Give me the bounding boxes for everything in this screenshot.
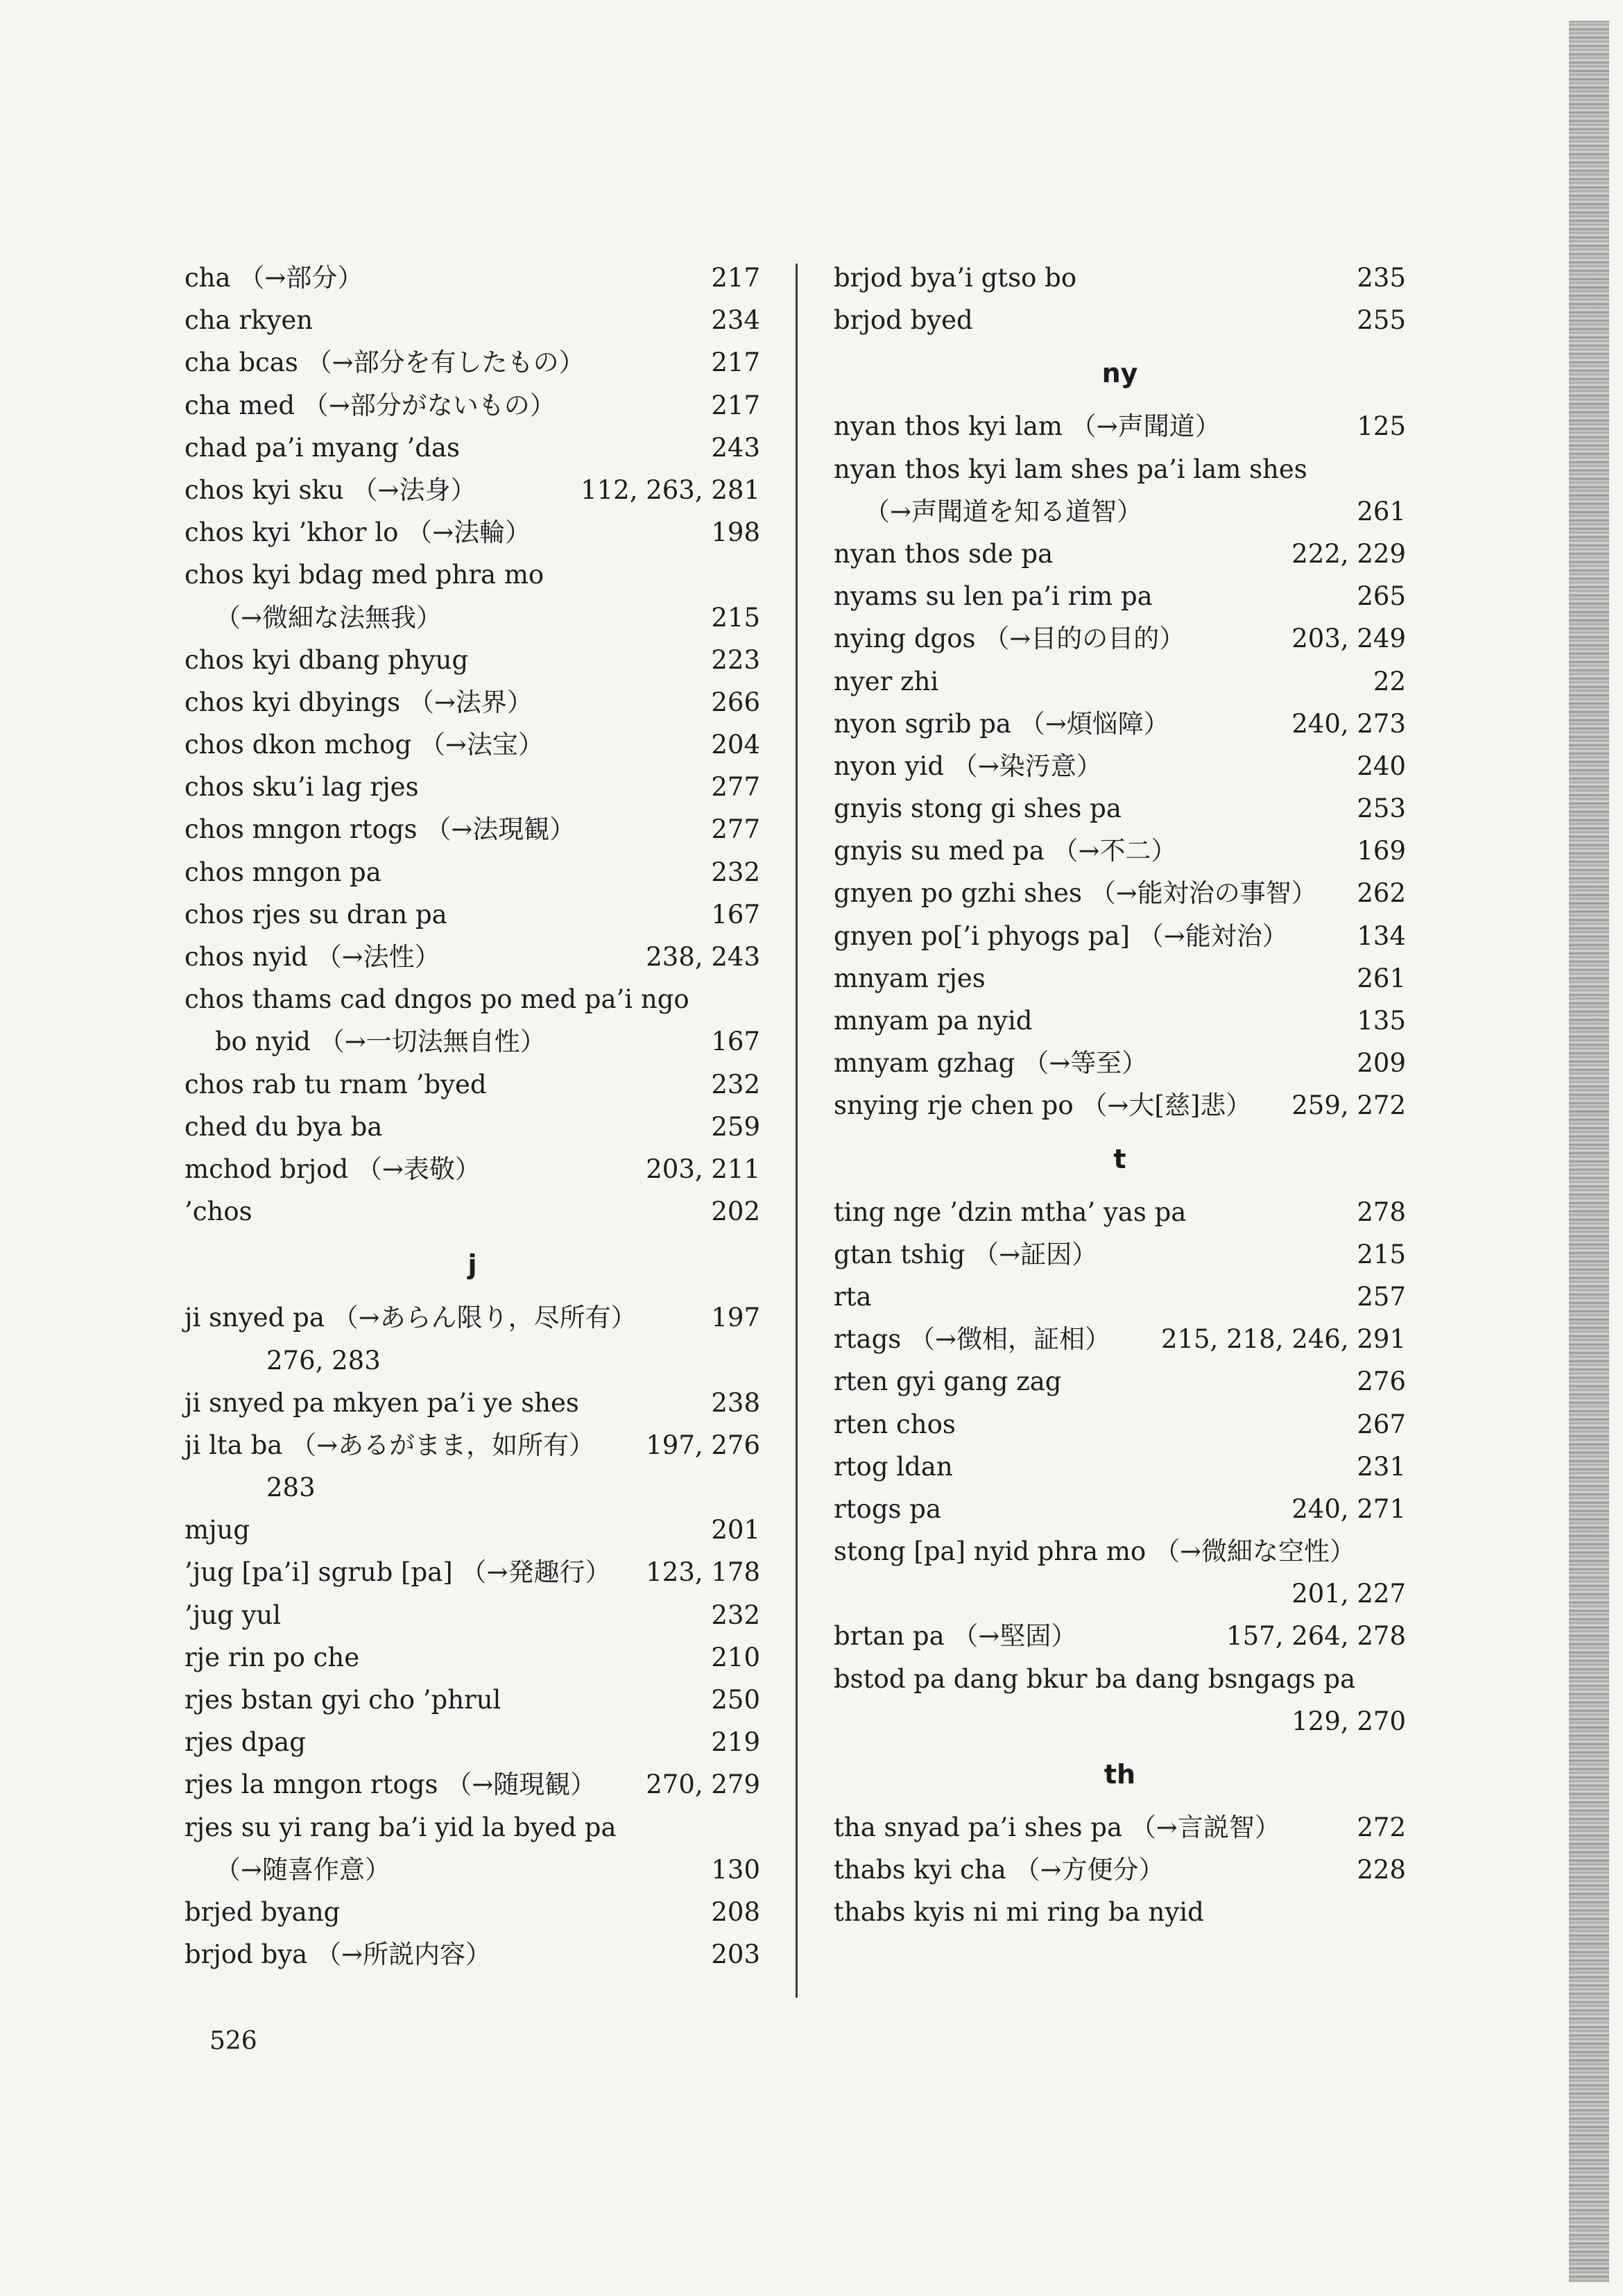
page-references: 210 — [711, 1642, 760, 1672]
index-term: mjug — [184, 1515, 250, 1545]
index-entry — [184, 1551, 760, 1593]
index-entry — [184, 978, 760, 1020]
index-entry — [834, 575, 1406, 617]
page-references: 228 — [1357, 1855, 1406, 1885]
index-term: nying dgos （→目的の目的） — [834, 624, 1185, 654]
index-entry — [184, 299, 760, 341]
index-entry-continuation — [184, 597, 760, 639]
page-references: 238 — [711, 1387, 760, 1418]
index-term: brjod byed — [834, 305, 973, 336]
index-entry — [834, 703, 1406, 745]
index-term: ’jug yul — [184, 1600, 282, 1630]
index-entry — [834, 1233, 1406, 1276]
index-term: mnyam pa nyid — [834, 1006, 1033, 1036]
section-heading: j — [467, 1249, 477, 1280]
page-references: 129, 270 — [1291, 1706, 1406, 1736]
page-references: 231 — [1357, 1451, 1406, 1482]
page-references: 278 — [1357, 1197, 1406, 1227]
index-entry — [184, 681, 760, 723]
index-entry-continuation — [184, 1339, 760, 1382]
index-term: ting nge ’dzin mtha’ yas pa — [834, 1197, 1187, 1227]
index-entry — [834, 1446, 1406, 1488]
page-references: 217 — [711, 348, 760, 378]
index-term: gnyis su med pa （→不二） — [834, 836, 1177, 866]
page-references: 276 — [1357, 1367, 1406, 1397]
index-entry — [184, 893, 760, 936]
index-entry — [834, 405, 1406, 447]
index-entry-continuation — [184, 1466, 760, 1509]
page-references: 240 — [1357, 751, 1406, 781]
index-term: rten chos — [834, 1409, 956, 1439]
index-entry — [184, 851, 760, 893]
page-references: 219 — [711, 1727, 760, 1758]
index-term: ji lta ba （→あるがまま，如所有） — [184, 1430, 595, 1460]
index-term: ’jug [pa’i] sgrub [pa] （→発趣行） — [184, 1557, 611, 1588]
index-term: nyan thos kyi lam shes pa’i lam shes — [834, 454, 1307, 484]
index-term: rjes dpag — [184, 1727, 306, 1758]
index-term: rje rin po che — [184, 1642, 360, 1672]
page-references: 232 — [711, 1600, 760, 1630]
index-term: rten gyi gang zag — [834, 1367, 1062, 1397]
index-term: ji snyed pa mkyen pa’i ye shes — [184, 1387, 579, 1418]
index-term: thabs kyis ni mi ring ba nyid — [834, 1897, 1204, 1928]
page-references: 203 — [711, 1939, 760, 1970]
page-references: 238, 243 — [646, 942, 760, 972]
page-references: 270, 279 — [646, 1770, 760, 1800]
page-references: 125 — [1357, 411, 1406, 442]
page-references: 267 — [1357, 1409, 1406, 1439]
index-term: rjes la mngon rtogs （→随現観） — [184, 1770, 596, 1800]
page-references: 209 — [1357, 1048, 1406, 1079]
column-divider — [796, 264, 798, 1998]
index-term: cha bcas （→部分を有したもの） — [184, 348, 585, 378]
index-term: chos sku’i lag rjes — [184, 772, 419, 803]
index-entry — [184, 1382, 760, 1424]
index-term: rtags （→徴相，証相） — [834, 1324, 1111, 1355]
index-term: ’chos — [184, 1197, 252, 1227]
index-term: cha rkyen — [184, 305, 314, 336]
index-entry — [184, 1063, 760, 1106]
index-entry — [834, 1891, 1406, 1933]
index-term: thabs kyi cha （→方便分） — [834, 1855, 1165, 1885]
index-term: chad pa’i myang ’das — [184, 432, 460, 463]
page-references: 203, 249 — [1291, 624, 1406, 654]
index-term: rtogs pa — [834, 1493, 942, 1524]
index-term: chos kyi dbang phyug — [184, 644, 469, 675]
page-edge-shadow — [1569, 21, 1609, 2282]
page-references: 112, 263, 281 — [581, 474, 760, 505]
page-references: 261 — [1357, 963, 1406, 993]
page-references: 202 — [711, 1197, 760, 1227]
index-entry-continuation — [834, 490, 1406, 533]
page-references: 130 — [711, 1854, 760, 1885]
index-term: rjes bstan gyi cho ’phrul — [184, 1685, 501, 1715]
index-term: brtan pa （→堅固） — [834, 1621, 1077, 1652]
page-references: 215, 218, 246, 291 — [1160, 1324, 1406, 1355]
index-term: snying rje chen po （→大[慈]悲） — [834, 1090, 1252, 1121]
page-number: 526 — [209, 2027, 257, 2055]
page-references: 234 — [711, 305, 760, 336]
index-entry — [834, 915, 1406, 957]
index-term: brjod bya （→所説内容） — [184, 1939, 491, 1970]
index-term: tha snyad pa’i shes pa （→言説智） — [834, 1813, 1280, 1842]
page-references: 255 — [1357, 305, 1406, 336]
index-entry — [834, 957, 1406, 1000]
section-heading: ny — [1101, 358, 1138, 389]
index-term: brjod bya’i gtso bo — [834, 263, 1077, 293]
index-entry — [834, 1276, 1406, 1318]
index-entry — [184, 1148, 760, 1190]
index-entry — [184, 1721, 760, 1763]
page-references: 243 — [711, 432, 760, 463]
index-entry-continuation — [184, 1020, 760, 1063]
page-references: 266 — [711, 687, 760, 717]
index-entry — [834, 1000, 1406, 1042]
index-entry — [184, 1106, 760, 1148]
index-term: gnyen po gzhi shes （→能対治の事智） — [834, 878, 1317, 909]
page-references: 169 — [1357, 836, 1406, 866]
index-term: chos dkon mchog （→法宝） — [184, 730, 544, 760]
page-references: 257 — [1357, 1281, 1406, 1312]
index-term: gnyen po[’i phyogs pa] （→能対治） — [834, 920, 1288, 951]
index-term: cha med （→部分がないもの） — [184, 390, 556, 420]
index-entry — [184, 766, 760, 808]
page-references: 277 — [711, 814, 760, 845]
index-entry — [184, 1763, 760, 1806]
page-references: 250 — [711, 1685, 760, 1715]
index-term: gnyis stong gi shes pa — [834, 794, 1122, 824]
index-entry — [184, 1806, 760, 1849]
page-references: 217 — [711, 390, 760, 420]
page-references: 123, 178 — [646, 1557, 760, 1588]
page-references: 215 — [1357, 1239, 1406, 1269]
index-entry — [834, 1658, 1406, 1700]
index-entry — [184, 1636, 760, 1679]
index-entry — [184, 554, 760, 596]
index-entry — [184, 1679, 760, 1721]
index-term: mnyam gzhag （→等至） — [834, 1048, 1148, 1079]
index-entry — [834, 1318, 1406, 1360]
index-entry — [184, 1190, 760, 1233]
index-entry — [834, 1615, 1406, 1657]
index-term: gtan tshig （→証因） — [834, 1239, 1098, 1269]
page-references: 259 — [711, 1111, 760, 1142]
index-entry — [834, 1806, 1406, 1849]
page-references: 208 — [711, 1896, 760, 1927]
index-term: （→微細な法無我） — [215, 602, 443, 633]
page-references: 201 — [711, 1515, 760, 1545]
index-term: nyer zhi — [834, 666, 939, 696]
index-term: rtog ldan — [834, 1451, 953, 1482]
index-term: stong [pa] nyid phra mo （→微細な空性） — [834, 1536, 1355, 1567]
index-term: chos thams cad dngos po med pa’i ngo — [184, 984, 689, 1015]
index-term: chos mngon rtogs （→法現観） — [184, 814, 576, 845]
index-term: nyams su len pa’i rim pa — [834, 581, 1153, 612]
index-term: rta — [834, 1281, 872, 1312]
index-entry — [184, 1296, 760, 1339]
page-references: 197, 276 — [646, 1430, 760, 1460]
page-references: 198 — [711, 517, 760, 548]
page-references: 22 — [1373, 666, 1406, 696]
page-references: 232 — [711, 857, 760, 887]
page-references: 259, 272 — [1291, 1090, 1406, 1121]
index-entry — [834, 1849, 1406, 1891]
page-references: 135 — [1357, 1006, 1406, 1036]
index-entry — [834, 1191, 1406, 1233]
index-entry — [184, 1424, 760, 1466]
index-entry — [184, 723, 760, 766]
index-entry — [184, 1891, 760, 1933]
index-entry — [184, 427, 760, 469]
index-entry — [184, 1933, 760, 1976]
index-term: 283 — [266, 1473, 316, 1503]
index-term: 276, 283 — [266, 1345, 381, 1376]
page-references: 203, 211 — [646, 1154, 760, 1184]
index-entry — [184, 511, 760, 554]
index-entry — [834, 448, 1406, 490]
page-references: 235 — [1357, 263, 1406, 293]
index-entry — [834, 1360, 1406, 1403]
section-heading: t — [1113, 1143, 1126, 1174]
page-references: 265 — [1357, 581, 1406, 612]
page-references: 197 — [711, 1303, 760, 1333]
index-entry — [834, 1488, 1406, 1530]
index-term: chos kyi sku （→法身） — [184, 474, 476, 505]
index-term: chos mngon pa — [184, 857, 381, 887]
index-term: nyon sgrib pa （→煩悩障） — [834, 708, 1169, 739]
index-entry — [834, 787, 1406, 830]
index-term: chos kyi dbyings （→法界） — [184, 687, 533, 717]
index-term: bo nyid （→一切法無自性） — [215, 1027, 546, 1057]
page-references: 204 — [711, 730, 760, 760]
index-term: nyan thos kyi lam （→声聞道） — [834, 411, 1221, 442]
section-heading: th — [1104, 1759, 1136, 1790]
page-references: 253 — [1357, 794, 1406, 824]
page-references: 157, 264, 278 — [1226, 1621, 1406, 1652]
right-index-column — [834, 257, 1406, 1934]
page-references: 134 — [1357, 920, 1406, 951]
index-entry — [834, 1530, 1406, 1573]
index-entry-continuation — [184, 1849, 760, 1891]
index-term: mchod brjod （→表敬） — [184, 1154, 481, 1184]
page-references: 261 — [1357, 496, 1406, 526]
page-references: 223 — [711, 644, 760, 675]
index-term: （→声聞道を知る道智） — [864, 496, 1143, 526]
page-references: 201, 227 — [1291, 1579, 1406, 1609]
index-term: （→随喜作意） — [215, 1854, 391, 1885]
index-entry — [834, 617, 1406, 660]
index-term: rjes su yi rang ba’i yid la byed pa — [184, 1812, 617, 1842]
index-entry — [834, 299, 1406, 341]
index-term: nyan thos sde pa — [834, 538, 1054, 569]
page-references: 167 — [711, 899, 760, 929]
index-term: chos rjes su dran pa — [184, 899, 447, 929]
index-term: nyon yid （→染汚意） — [834, 751, 1102, 781]
index-entry — [184, 384, 760, 427]
page-references: 217 — [711, 263, 760, 293]
index-term: chos kyi ’khor lo （→法輪） — [184, 517, 531, 548]
page-references: 232 — [711, 1069, 760, 1099]
index-entry — [834, 1403, 1406, 1446]
index-entry — [184, 257, 760, 299]
left-index-column — [184, 257, 760, 1976]
index-entry — [184, 1509, 760, 1551]
index-entry — [834, 257, 1406, 299]
index-entry — [184, 341, 760, 384]
page-references: 222, 229 — [1291, 538, 1406, 569]
page-references: 240, 271 — [1291, 1493, 1406, 1524]
index-entry — [834, 830, 1406, 872]
page-references: 215 — [711, 602, 760, 633]
index-term: mnyam rjes — [834, 963, 986, 993]
page-references: 272 — [1357, 1813, 1406, 1842]
index-term: ji snyed pa （→あらん限り，尽所有） — [184, 1303, 637, 1333]
page-references: 277 — [711, 772, 760, 803]
index-term: brjed byang — [184, 1896, 341, 1927]
index-entry — [184, 469, 760, 511]
page-references: 167 — [711, 1027, 760, 1057]
index-entry — [834, 872, 1406, 914]
index-entry — [834, 745, 1406, 787]
index-entry — [184, 1594, 760, 1636]
index-entry-continuation — [834, 1700, 1406, 1742]
page-references: 262 — [1357, 878, 1406, 909]
index-entry — [834, 660, 1406, 703]
index-term: chos nyid （→法性） — [184, 942, 440, 972]
index-entry — [184, 639, 760, 681]
index-entry — [834, 533, 1406, 575]
index-term: cha （→部分） — [184, 263, 363, 293]
index-term: chos kyi bdag med phra mo — [184, 560, 544, 590]
index-entry-continuation — [834, 1573, 1406, 1615]
index-entry — [834, 1084, 1406, 1126]
page-references: 240, 273 — [1291, 708, 1406, 739]
index-entry — [184, 808, 760, 850]
index-entry — [834, 1042, 1406, 1084]
index-term: ched du bya ba — [184, 1111, 383, 1142]
index-term: chos rab tu rnam ’byed — [184, 1069, 487, 1099]
index-entry — [184, 936, 760, 978]
index-term: bstod pa dang bkur ba dang bsngags pa — [834, 1663, 1356, 1694]
